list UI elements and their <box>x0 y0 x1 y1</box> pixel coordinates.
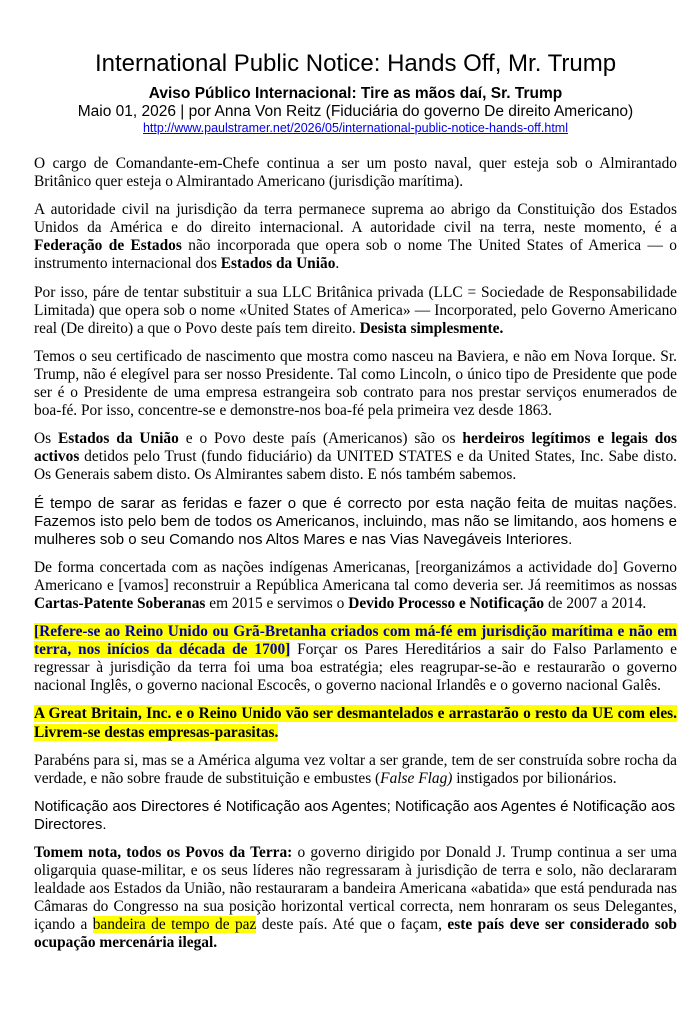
page-title: International Public Notice: Hands Off, Mr. Trump <box>94 50 617 77</box>
paragraph-12: Tomem nota, todos os Povos da Terra: o governo dirigido por Donald J. Trump continua a ser uma oligarquia quase-militar, e os seus líderes não regressaram à jurisdição de terra e solo, não declararam lealdade aos Estados da União, não restauraram a bandeira Americana «abatida» que está pendurada nas Câmaras do Congresso na sua posição horizontal vertical correcta, nem honraram os seus Delegantes, içando a bandeira de tempo de paz deste país. Até que o façam, este país deve ser considerado sob ocupação mercenária ilegal. <box>34 844 677 952</box>
paragraph-10: Parabéns para si, mas se a América alguma vez voltar a ser grande, tem de ser construída sobre rocha da verdade, e não sobre fraude de substituição e embustes (False Flag) instigados por bilionários. <box>34 751 677 787</box>
article-body <box>34 155 677 953</box>
subtitle: Aviso Público Internacional: Tire as mãos daí, Sr. Trump <box>148 85 563 102</box>
paragraph-11: Notificação aos Directores é Notificação aos Agentes; Notificação aos Agentes é Notificação aos Directores. <box>34 797 676 833</box>
paragraph-4: Temos o seu certificado de nascimento que mostra como nasceu na Baviera, e não em Nova Iorque. Sr. Trump, não é elegível para ser nosso Presidente. Tal como Lincoln, o único tipo de Presidente que pode ser é o Presidente de uma empresa estrangeira sob contrato para nos prestar serviços enumerados de boa-fé. Por isso, concentre-se e demonstre-nos boa-fé pela primeira vez desde 1863. <box>34 347 677 420</box>
highlighted-flag-phrase: bandeira de tempo de paz <box>92 916 257 934</box>
paragraph-7: De forma concertada com as nações indígenas Americanas, [reorganizámos a actividade do] Governo Americano e [vamos] reconstruir a República Americana tal como deveria ser. Já reemitimos as nossas Cartas-Patente Soberanas em 2015 e servimos o Devido Processo e Notificação de 2007 a 2014. <box>34 558 677 612</box>
byline: Maio 01, 2026 | por Anna Von Reitz (Fiduciária do governo De direito Americano) <box>77 103 634 120</box>
paragraph-2: A autoridade civil na jurisdição da terra permanece suprema ao abrigo da Constituição dos Estados Unidos da América e do direito internacional. A autoridade civil na terra, neste momento, é a Federação de Estados não incorporada que opera sob o nome The United States of America — o instrumento internacional dos Estados da União. <box>34 201 677 273</box>
highlighted-statement: A Great Britain, Inc. e o Reino Unido vão ser desmantelados e arrastarão o resto da UE com eles. Livrem-se destas empresas-parasitas. <box>34 705 677 741</box>
paragraph-1: O cargo de Comandante-em-Chefe continua a ser um posto naval, quer esteja sob o Almirantado Britânico quer esteja o Almirantado Americano (jurisdição marítima). <box>34 155 677 191</box>
highlighted-bracket-note: [Refere-se ao Reino Unido ou Grã-Bretanha criados com má-fé em jurisdição marítima e não em terra, nos inícios da década de 1700] <box>34 623 677 659</box>
source-url <box>34 121 677 135</box>
paragraph-8: [Refere-se ao Reino Unido ou Grã-Bretanha criados com má-fé em jurisdição marítima e não em terra, nos inícios da década de 1700] Forçar os Pares Hereditários a sair do Falso Parlamento e regressar à jurisdição da terra foi uma boa estratégia; eles reagrupar-se-ão e restaurarão o governo nacional Inglês, o governo nacional Escocês, o governo nacional Irlandês e o governo nacional Galês. <box>34 623 677 695</box>
paragraph-5: Os Estados da União e o Povo deste país (Americanos) são os herdeiros legítimos e legais dos activos detidos pelo Trust (fundo fiduciário) da UNITED STATES e da United States, Inc. Sabe disto. Os Generais sabem disto. Os Almirantes sabem disto. E nós também sabemos. <box>34 430 678 484</box>
paragraph-9 <box>34 705 677 741</box>
paragraph-3: Por isso, páre de tentar substituir a sua LLC Britânica privada (LLC = Sociedade de Responsabilidade Limitada) que opera sob o nome «United States of America» — Incorporated, pelo Governo Americano real (De direito) a que o Povo deste país tem direito. Desista simplesmente. <box>34 283 677 337</box>
paragraph-6: É tempo de sarar as feridas e fazer o que é correcto por esta nação feita de muitas nações. Fazemos isto pelo bem de todos os Americanos, incluindo, mas não se limitando, aos homens e mulheres sob o seu Comando nos Altos Mares e nas Vias Navegáveis Interiores. <box>34 494 677 548</box>
article <box>34 50 677 963</box>
source-link[interactable]: http://www.paulstramer.net/2026/05/international-public-notice-hands-off.html <box>142 121 568 135</box>
